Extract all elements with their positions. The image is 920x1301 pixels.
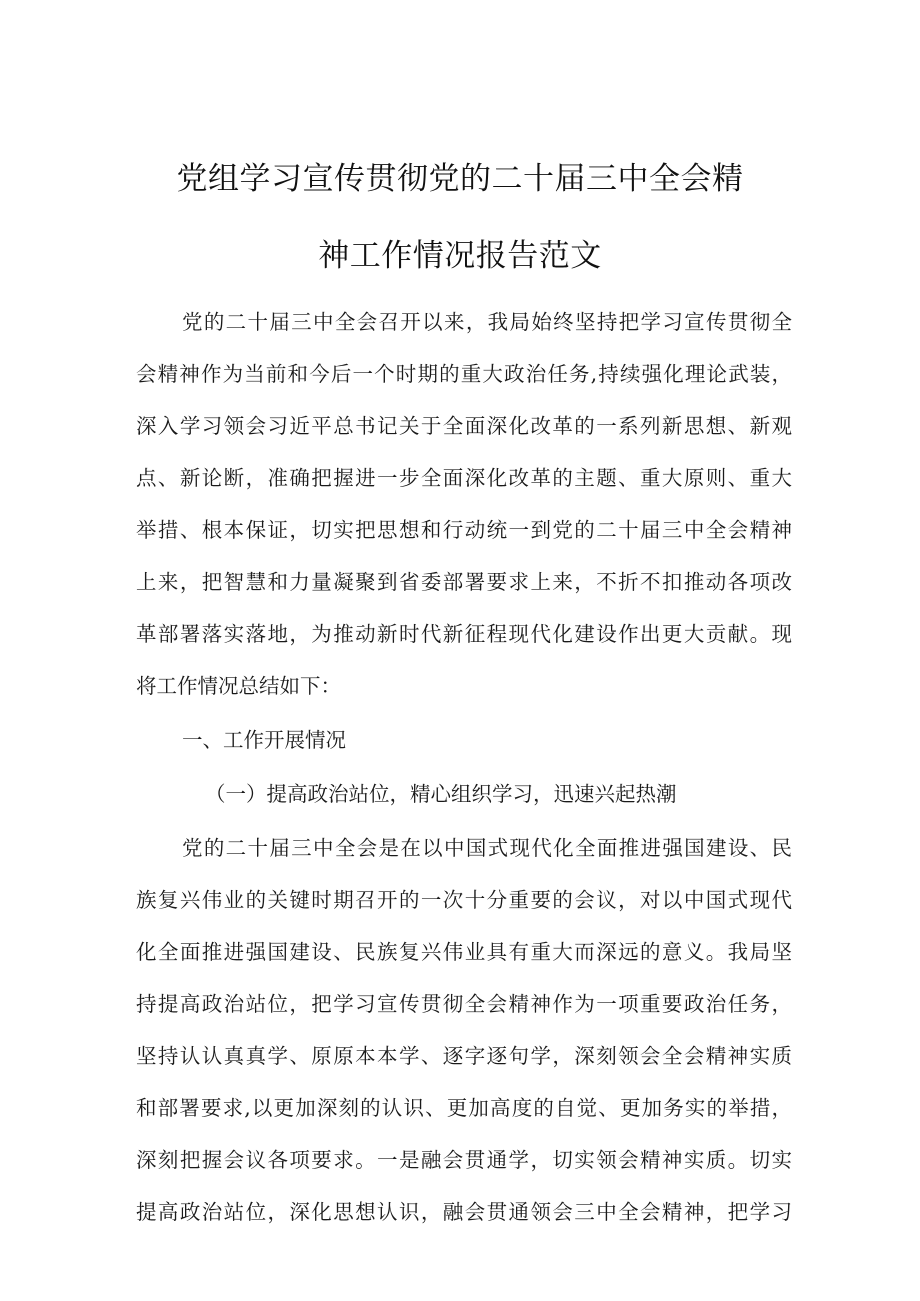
- subsection-1-heading: （一）提高政治站位，精心组织学习，迅速兴起热潮: [205, 782, 677, 806]
- paragraph-2-line-6: 和部署要求,以更加深刻的认识、更加高度的自觉、更加务实的举措，: [136, 1096, 792, 1120]
- paragraph-2-line-5: 坚持认认真真学、原原本本学、逐字逐句学，深刻领会全会精神实质: [136, 1044, 792, 1068]
- paragraph-1-line-2: 会精神作为当前和今后一个时期的重大政治任务,持续强化理论武装，: [136, 362, 792, 386]
- paragraph-1-line-7: 革部署落实落地，为推动新时代新征程现代化建设作出更大贡献。现: [136, 622, 792, 646]
- document-title-line-1: 党组学习宣传贯彻党的二十届三中全会精: [176, 161, 744, 197]
- paragraph-2-line-3: 化全面推进强国建设、民族复兴伟业具有重大而深远的意义。我局坚: [136, 940, 792, 964]
- document-title-line-2: 神工作情况报告范文: [318, 238, 602, 274]
- paragraph-1-line-3: 深入学习领会习近平总书记关于全面深化改革的一系列新思想、新观: [136, 414, 792, 438]
- paragraph-2-line-2: 族复兴伟业的关键时期召开的一次十分重要的会议，对以中国式现代: [136, 888, 792, 912]
- section-1-heading: 一、工作开展情况: [182, 728, 346, 752]
- paragraph-2-line-4: 持提高政治站位，把学习宣传贯彻全会精神作为一项重要政治任务，: [136, 992, 792, 1016]
- paragraph-2-line-8: 提高政治站位，深化思想认识，融会贯通领会三中全会精神，把学习: [136, 1200, 792, 1224]
- paragraph-1-line-6: 上来，把智慧和力量凝聚到省委部署要求上来，不折不扣推动各项改: [136, 570, 792, 594]
- paragraph-1-line-5: 举措、根本保证，切实把思想和行动统一到党的二十届三中全会精神: [136, 518, 792, 542]
- paragraph-2-line-7: 深刻把握会议各项要求。一是融会贯通学，切实领会精神实质。切实: [136, 1148, 792, 1172]
- paragraph-1-line-1: 党的二十届三中全会召开以来，我局始终坚持把学习宣传贯彻全: [182, 310, 792, 334]
- paragraph-2-line-1: 党的二十届三中全会是在以中国式现代化全面推进强国建设、民: [182, 836, 792, 860]
- paragraph-1-line-4: 点、新论断，准确把握进一步全面深化改革的主题、重大原则、重大: [136, 466, 792, 490]
- paragraph-1-line-8: 将工作情况总结如下：: [136, 674, 341, 698]
